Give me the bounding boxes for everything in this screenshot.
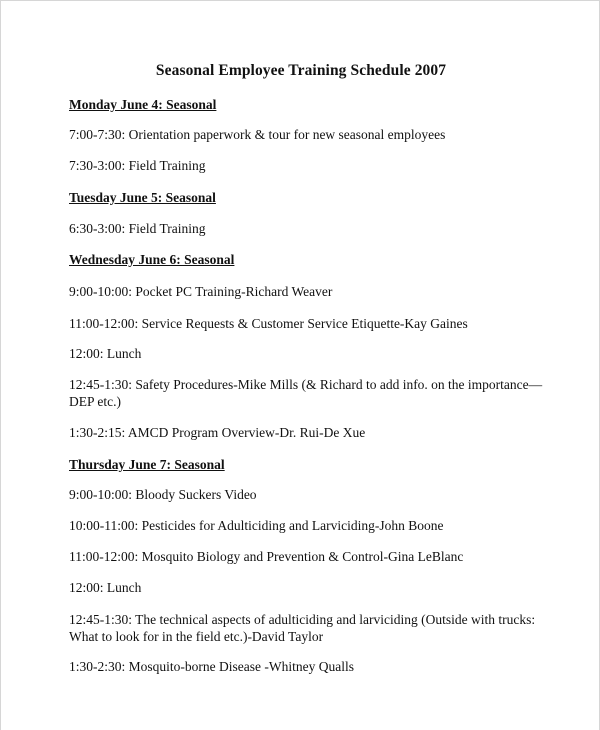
schedule-item: 12:00: Lunch — [69, 346, 142, 361]
schedule-item: 11:00-12:00: Mosquito Biology and Prevention & Control-Gina LeBlanc — [69, 549, 464, 564]
schedule-item: 9:00-10:00: Bloody Suckers Video — [69, 487, 257, 502]
schedule-item: 7:00-7:30: Orientation paperwork & tour for new seasonal employees — [69, 127, 446, 142]
schedule-item: 1:30-2:30: Mosquito-borne Disease -Whitney Qualls — [69, 659, 354, 674]
document-title: Seasonal Employee Training Schedule 2007 — [155, 62, 447, 79]
schedule-item: 10:00-11:00: Pesticides for Adulticiding and Larviciding-John Boone — [69, 518, 444, 533]
schedule-item: 11:00-12:00: Service Requests & Customer Service Etiquette-Kay Gaines — [69, 316, 468, 331]
day-heading-wednesday: Wednesday June 6: Seasonal — [69, 252, 235, 267]
schedule-item: 12:45-1:30: The technical aspects of adulticiding and larviciding (Outside with trucks: What to look for in the field etc.)-David Taylor — [69, 612, 536, 644]
schedule-item: 1:30-2:15: AMCD Program Overview-Dr. Rui-De Xue — [69, 425, 366, 440]
schedule-item: 7:30-3:00: Field Training — [69, 158, 206, 173]
day-heading-thursday: Thursday June 7: Seasonal — [69, 457, 225, 472]
schedule-item: 12:45-1:30: Safety Procedures-Mike Mills (& Richard to add info. on the importance—DEP etc.) — [69, 377, 543, 409]
schedule-item: 6:30-3:00: Field Training — [69, 221, 206, 236]
schedule-item: 12:00: Lunch — [69, 580, 142, 595]
day-heading-tuesday: Tuesday June 5: Seasonal — [69, 190, 216, 205]
schedule-item: 9:00-10:00: Pocket PC Training-Richard Weaver — [69, 284, 333, 299]
day-heading-monday: Monday June 4: Seasonal — [69, 97, 217, 112]
